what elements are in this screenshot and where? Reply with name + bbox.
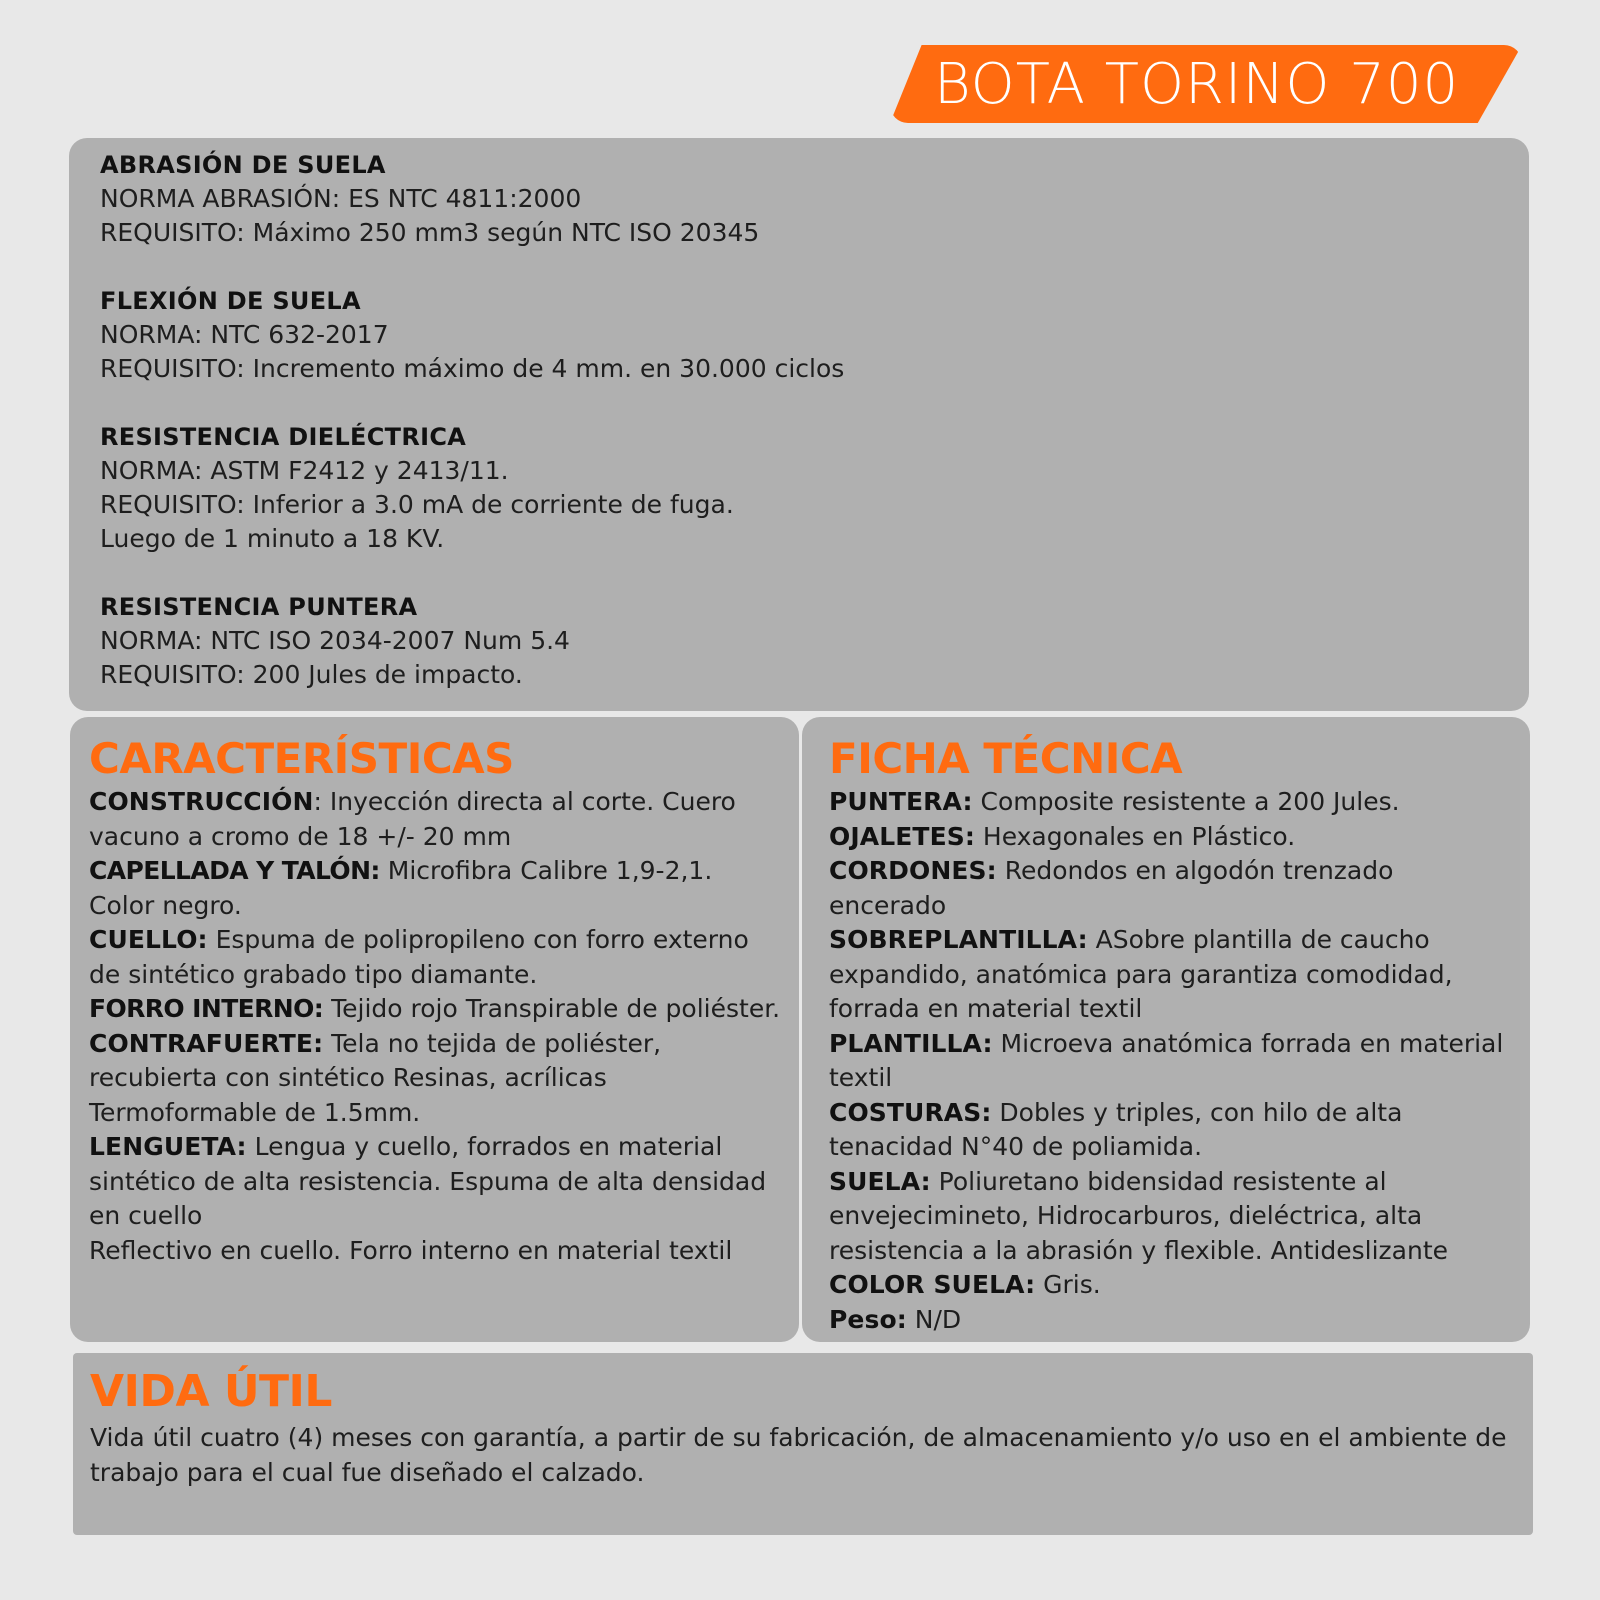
test-heading: FLEXIÓN DE SUELA — [100, 287, 361, 315]
test-line: NORMA ABRASIÓN: ES NTC 4811:2000 — [100, 184, 582, 213]
feature-item: CONSTRUCCIÓN: Inyección directa al corte. Cuero vacuno a cromo de 18 +/- 20 mm — [89, 787, 736, 851]
feature-item: Reflectivo en cuello. Forro interno en material textil — [89, 1235, 733, 1265]
features-title: CARACTERÍSTICAS — [89, 734, 514, 783]
spec-item: CORDONES: Redondos en algodón trenzado encerado — [829, 856, 1394, 920]
feature-item: CUELLO: Espuma de polipropileno con forro externo de sintético grabado tipo diamante. — [89, 925, 749, 989]
feature-item: FORRO INTERNO: Tejido rojo Transpirable de poliéster. — [89, 994, 781, 1023]
spec-item: SUELA: Poliuretano bidensidad resistente al envejecimineto, Hidrocarburos, dieléctrica, alta resistencia a la abrasión y flexible. Antideslizante — [829, 1166, 1449, 1265]
test-line: REQUISITO: Máximo 250 mm3 según NTC ISO 20345 — [100, 218, 760, 247]
feature-item: CONTRAFUERTE: Tela no tejida de poliéster, recubierta con sintético Resinas, acrílicas Termoformable de 1.5mm. — [89, 1028, 662, 1127]
test-line: Luego de 1 minuto a 18 KV. — [100, 524, 445, 553]
test-line: NORMA: ASTM F2412 y 2413/11. — [100, 456, 509, 485]
spec-item: PLANTILLA: Microeva anatómica forrada en material textil — [829, 1028, 1504, 1092]
spec-item: PUNTERA: Composite resistente a 200 Jules. — [829, 787, 1400, 816]
spec-item: SOBREPLANTILLA: ASobre plantilla de caucho expandido, anatómica para garantiza comodidad, forrada en material textil — [829, 925, 1453, 1023]
test-line: REQUISITO: 200 Jules de impacto. — [100, 660, 523, 689]
feature-item: CAPELLADA Y TALÓN: Microfibra Calibre 1,9-2,1. Color negro. — [89, 856, 713, 920]
feature-item: LENGUETA: Lengua y cuello, forrados en material sintético de alta resistencia. Espuma de alta densidad en cuello — [89, 1132, 767, 1230]
spec-item: COLOR SUELA: Gris. — [829, 1270, 1101, 1299]
test-line: NORMA: NTC ISO 2034-2007 Num 5.4 — [100, 626, 570, 655]
test-heading: RESISTENCIA PUNTERA — [100, 593, 418, 621]
life-panel — [73, 1353, 1533, 1535]
spec-item: COSTURAS: Dobles y triples, con hilo de alta tenacidad N°40 de poliamida. — [829, 1097, 1403, 1161]
test-dielectric — [100, 420, 1499, 556]
spec-item: OJALETES: Hexagonales en Plástico. — [829, 821, 1296, 851]
test-heading: ABRASIÓN DE SUELA — [100, 151, 386, 179]
test-abrasion — [100, 148, 1499, 250]
specs-title: FICHA TÉCNICA — [829, 734, 1183, 783]
life-title: VIDA ÚTIL — [90, 1366, 332, 1417]
test-line: NORMA: NTC 632-2017 — [100, 320, 389, 349]
test-toecap — [100, 590, 1499, 692]
test-flexion — [100, 284, 1499, 386]
test-heading: RESISTENCIA DIELÉCTRICA — [100, 423, 467, 451]
page-title: BOTA TORINO 700 — [934, 52, 1460, 117]
test-line: REQUISITO: Incremento máximo de 4 mm. en 30.000 ciclos — [100, 354, 845, 383]
specs-panel — [802, 717, 1530, 1342]
test-line: REQUISITO: Inferior a 3.0 mA de corriente de fuga. — [100, 490, 734, 519]
life-text: Vida útil cuatro (4) meses con garantía, a partir de su fabricación, de almacenamiento y/o uso en el ambiente de trabajo para el cual fue diseñado el calzado. — [90, 1423, 1507, 1487]
tests-panel — [69, 138, 1529, 711]
spec-item: Peso: N/D — [829, 1304, 962, 1334]
features-panel — [70, 717, 799, 1342]
